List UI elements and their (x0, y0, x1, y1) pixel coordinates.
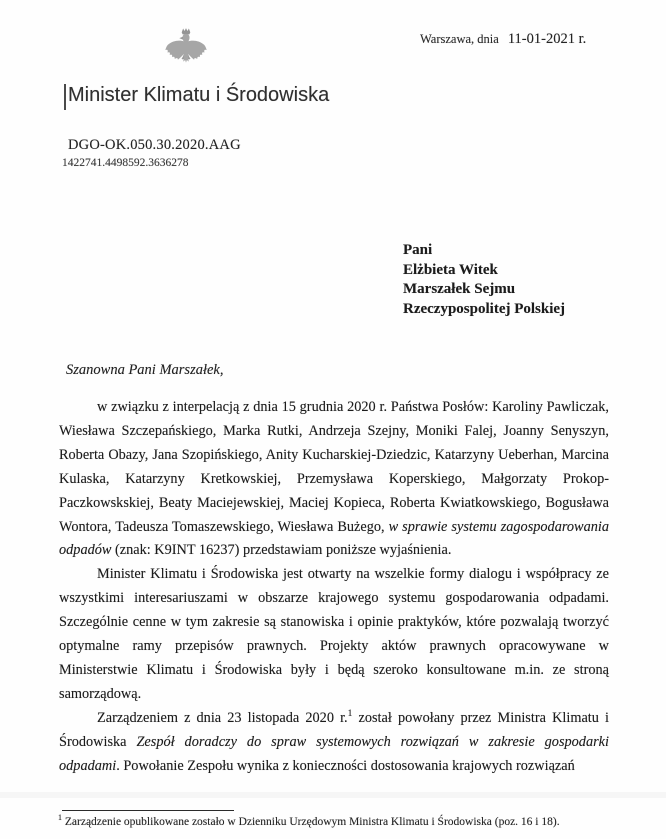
body-paragraph (59, 563, 609, 706)
caret-artifact (64, 84, 66, 110)
footnote-marker: 1 (58, 813, 62, 823)
coat-of-arms-emblem (162, 26, 210, 82)
addressee-block (403, 241, 565, 319)
text-run: w sprawie systemu zagospodarowania odpadów (59, 518, 609, 559)
text-run: Zespół doradczy do spraw systemowych rozwiązań w zakresie gospodarki odpadami (59, 733, 609, 774)
footnote-text: Zarządzenie opublikowane zostało w Dzienniku Urzędowym Ministra Klimatu i Środowiska (poz. 16 i 18). (62, 816, 560, 828)
text-run: . Powołanie Zespołu wynika z konieczności dostosowania krajowych rozwiązań (116, 757, 575, 774)
addressee-line: Rzeczypospolitej Polskiej (403, 300, 566, 317)
polish-eagle-icon (162, 26, 210, 82)
reference-number: DGO-OK.050.30.2020.AAG (68, 137, 241, 153)
body-paragraph (59, 396, 609, 563)
place-date-label: Warszawa, dnia (420, 32, 499, 46)
addressee-line: Elżbieta Witek (403, 261, 498, 278)
text-run: w związku z interpelacją z dnia 15 grudnia 2020 r. Państwa Posłów: Karoliny Pawliczak, Wiesława Szczepańskiego, Marka Rutki, Andrzeja Szejny, Moniki Falej, Joanny Senyszyn, Roberta Obazy, Jana Szopińskiego, Anity Kucharskiej-Dziedzic, Katarzyny Ueberhan, Marcina Kulaska, Katarzyny Kretkowskiej, Przemysława Koperskiego, Małgorzaty Prokop-Paczkowskskiej, Beaty Maciejewskiej, Maciej Kopieca, Roberta Kwiatkowskiego, Bogusława Wontora, Tadeusza Tomaszewskiego, Wiesława Bużego, (59, 399, 609, 535)
footnote-separator (62, 810, 234, 811)
footnote (58, 813, 620, 828)
dateline (420, 31, 586, 48)
minister-title: Minister Klimatu i Środowiska (68, 84, 330, 106)
letter-body (59, 396, 609, 779)
addressee-line: Pani (403, 242, 433, 258)
addressee-line: Marszałek Sejmu (403, 281, 516, 297)
text-run: (znak: K9INT 16237) przedstawiam poniższe wyjaśnienia. (111, 542, 452, 559)
footnote-reference: 1 (347, 709, 353, 720)
body-paragraph (59, 707, 609, 779)
scan-artifact-band (0, 792, 666, 798)
text-run: Minister Klimatu i Środowiska jest otwarty na wszelkie formy dialogu i współpracy ze wszystkimi interesariuszami w obszarze krajowego systemu gospodarowania odpadami. Szczególnie cenne w tym zakresie są stanowiska i opinie praktyków, które pozwalają tworzyć optymalne ramy przepisów prawnych. Projekty aktów prawnych opracowywane w Ministerstwie Klimatu i Środowiska były i będą szeroko konsultowane m.in. ze stroną samorządową. (59, 566, 609, 702)
text-run: został powołany przez Ministra Klimatu i Środowiska (59, 709, 610, 750)
text-run: Zarządzeniem z dnia 23 listopada 2020 r. (97, 709, 348, 726)
document-id: 1422741.4498592.3636278 (62, 157, 189, 169)
salutation: Szanowna Pani Marszałek, (66, 362, 224, 378)
letter-date: 11-01-2021 r. (507, 31, 587, 47)
